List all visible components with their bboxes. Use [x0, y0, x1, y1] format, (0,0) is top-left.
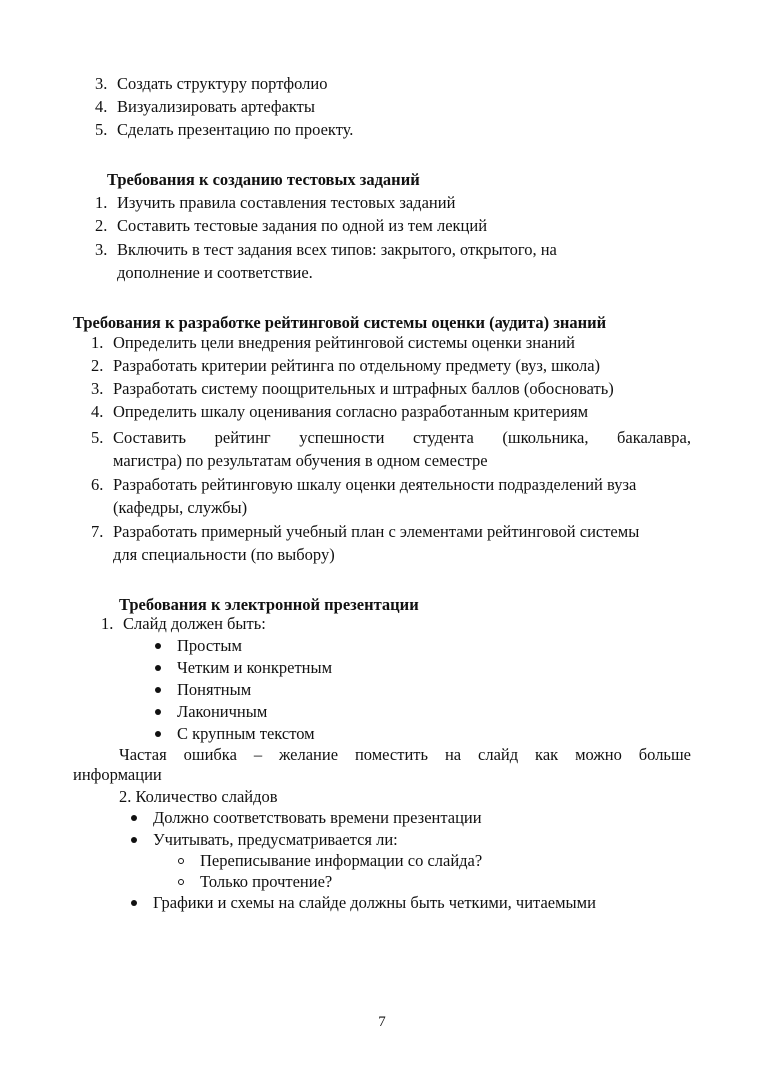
- list-item: [95, 215, 487, 237]
- list-item: [95, 192, 455, 214]
- rating-heading: Требования к разработке рейтинговой системы оценки (аудита) знаний: [73, 313, 607, 332]
- bullet-text: Должно соответствовать времени презентации: [153, 808, 482, 827]
- list-item: [101, 613, 266, 635]
- list-number: 7.: [91, 522, 104, 541]
- list-text: Включить в тест задания всех типов: закрытого, открытого, на: [117, 240, 557, 259]
- list-number: 2.: [95, 216, 108, 235]
- page-number: 7: [378, 1014, 386, 1030]
- bullet-item: [131, 829, 398, 851]
- bullet-text: Учитывать, предусматривается ли:: [153, 830, 398, 849]
- bullet-item: [155, 701, 267, 723]
- list-continuation: (кафедры, службы): [113, 498, 248, 517]
- list-text: Разработать рейтинговую шкалу оценки деятельности подразделений вуза: [113, 475, 637, 494]
- bullet-dot-icon: [131, 900, 137, 906]
- list-item: [91, 332, 575, 354]
- list-text: Составить тестовые задания по одной из тем лекций: [117, 216, 488, 235]
- list-text: Слайд должен быть:: [123, 614, 266, 633]
- circle-bullet-icon: [178, 879, 184, 885]
- list-number: 5.: [91, 428, 104, 447]
- bullet-item: [155, 635, 242, 657]
- bullet-text: Графики и схемы на слайде должны быть четкими, читаемыми: [153, 893, 596, 912]
- bullet-text: Понятным: [177, 680, 252, 699]
- bullet-text: Простым: [177, 636, 242, 655]
- bullet-dot-icon: [131, 815, 137, 821]
- list-text: Составить рейтинг успешности студента (школьника, бакалавра,: [113, 428, 691, 447]
- bullet-dot-icon: [155, 709, 161, 715]
- bullet-text: Переписывание информации со слайда?: [200, 851, 483, 870]
- list-number: 3.: [91, 379, 104, 398]
- bullet-dot-icon: [131, 837, 137, 843]
- list-text: Сделать презентацию по проекту.: [117, 120, 354, 139]
- list-text: Определить шкалу оценивания согласно разработанным критериям: [113, 402, 589, 421]
- bullet-item: [155, 657, 332, 679]
- list-item: [91, 355, 600, 377]
- list-number: 5.: [95, 120, 108, 139]
- list-item: [95, 119, 353, 141]
- list-item: [91, 401, 588, 423]
- error-paragraph-line: Частая ошибка – желание поместить на слайд как можно больше: [119, 745, 691, 764]
- bullet-dot-icon: [155, 731, 161, 737]
- list-number: 1.: [91, 333, 104, 352]
- list-continuation: для специальности (по выбору): [113, 545, 335, 564]
- bullet-text: Только прочтение?: [200, 872, 333, 891]
- bullet-text: С крупным текстом: [177, 724, 315, 743]
- list-item: [95, 239, 557, 261]
- list-number: 1.: [101, 614, 114, 633]
- list-item: [95, 73, 327, 95]
- list-number: 4.: [91, 402, 104, 421]
- list-number: 2.: [91, 356, 104, 375]
- bullet-dot-icon: [155, 687, 161, 693]
- bullet-dot-icon: [155, 643, 161, 649]
- bullet-text: Лаконичным: [177, 702, 268, 721]
- list-text: Создать структуру портфолио: [117, 74, 328, 93]
- list-item: [91, 378, 614, 400]
- bullet-item: [131, 892, 596, 914]
- bullet-dot-icon: [155, 665, 161, 671]
- presentation-heading: Требования к электронной презентации: [119, 595, 419, 614]
- sub-bullet-item: [178, 871, 332, 893]
- circle-bullet-icon: [178, 858, 184, 864]
- list-item: [95, 96, 315, 118]
- error-paragraph-line: информации: [73, 765, 162, 784]
- sub-bullet-item: [178, 850, 482, 872]
- list-item: [91, 521, 639, 543]
- bullet-item: [155, 679, 251, 701]
- bullet-item: [131, 807, 482, 829]
- list-number: 4.: [95, 97, 108, 116]
- list-text: Разработать систему поощрительных и штрафных баллов (обосновать): [113, 379, 614, 398]
- list-item: [91, 474, 636, 496]
- list-text: Разработать критерии рейтинга по отдельному предмету (вуз, школа): [113, 356, 601, 375]
- list-number: 6.: [91, 475, 104, 494]
- bullet-text: Четким и конкретным: [177, 658, 333, 677]
- list-text: Определить цели внедрения рейтинговой системы оценки знаний: [113, 333, 575, 352]
- list-text: Разработать примерный учебный план с элементами рейтинговой системы: [113, 522, 640, 541]
- list-continuation: дополнение и соответствие.: [117, 263, 313, 282]
- list-text: Изучить правила составления тестовых заданий: [117, 193, 456, 212]
- list-text: Визуализировать артефакты: [117, 97, 315, 116]
- bullet-item: [155, 723, 315, 745]
- list-number: 3.: [95, 74, 108, 93]
- list-number: 3.: [95, 240, 108, 259]
- list-number: 1.: [95, 193, 108, 212]
- tests-heading: Требования к созданию тестовых заданий: [107, 170, 420, 189]
- count-heading: 2. Количество слайдов: [119, 787, 278, 806]
- list-continuation: магистра) по результатам обучения в одном семестре: [113, 451, 488, 470]
